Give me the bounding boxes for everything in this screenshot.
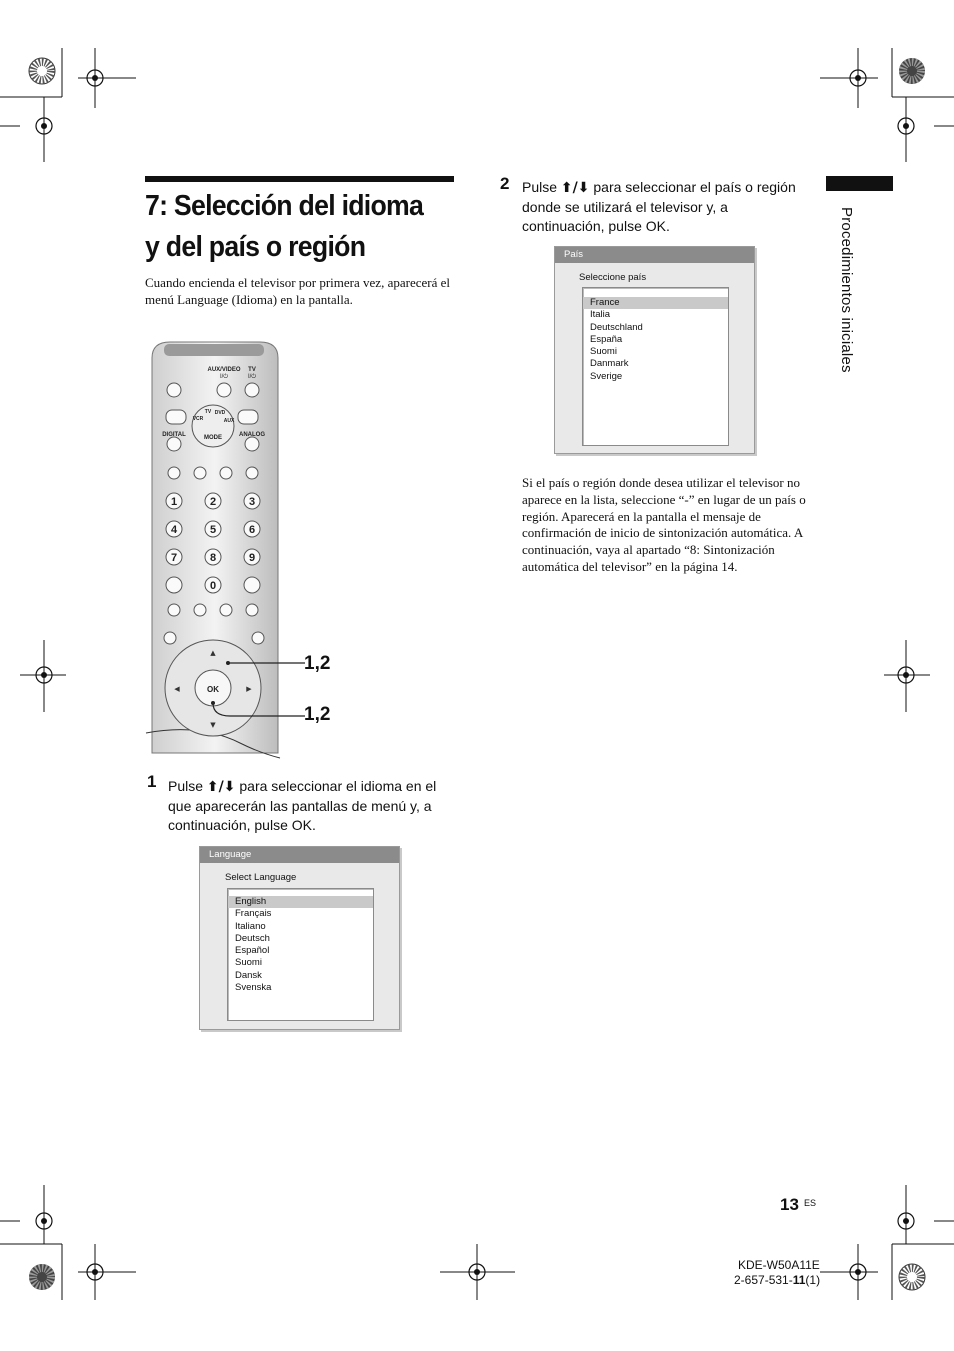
language-option-english[interactable]: English: [228, 896, 373, 908]
remote-key-7: 7: [170, 552, 178, 564]
page-title: [145, 186, 439, 268]
remote-key-3: 3: [248, 496, 256, 508]
country-menu: [554, 246, 755, 454]
step-1-number: 1: [147, 772, 157, 791]
remote-mode-label: MODE: [204, 435, 222, 441]
language-menu: [199, 846, 400, 1030]
language-option-deutsch[interactable]: Deutsch: [235, 932, 270, 944]
country-option-suomi[interactable]: Suomi: [590, 346, 617, 358]
footer-code-pre: 2-657-531-: [734, 1273, 793, 1287]
step-1-post: para seleccionar el idioma en el que aparecerán las pantallas de menú y, a continuación, pulse OK.: [168, 778, 437, 833]
section-tab-label: Procedimientos iniciales: [838, 207, 855, 373]
language-option-svenska[interactable]: Svenska: [235, 982, 272, 994]
section-tab: [826, 176, 893, 191]
country-note-paragraph: Si el país o región donde desea utilizar el televisor no aparece en la lista, seleccione “-” en lugar de un país o región. Aparecerá en la pantalla el mensaje de confirmación de inicio de sintonización automática. A continuación, vaya al apartado “8: Sintonización automática del televisor” en la página 14.: [522, 475, 806, 574]
country-option-deutschland[interactable]: Deutschland: [590, 321, 643, 333]
language-menu-header: Language: [200, 847, 399, 863]
country-option-espana[interactable]: España: [590, 333, 623, 345]
remote-mode-vcr: VCR: [192, 416, 204, 422]
country-option-france[interactable]: France: [583, 297, 728, 309]
remote-key-4: 4: [170, 524, 178, 536]
remote-mode-aux: AUX: [223, 418, 235, 424]
remote-aux-power-label: I/⏻: [219, 374, 229, 380]
remote-digital-label: DIGITAL: [162, 432, 186, 438]
language-option-suomi[interactable]: Suomi: [235, 957, 262, 969]
remote-right-arrow-icon: ▶: [246, 685, 252, 693]
remote-key-9: 9: [248, 552, 256, 564]
remote-up-arrow-icon: ▲: [210, 649, 216, 657]
remote-left-arrow-icon: ◀: [174, 685, 180, 693]
title-rule: [145, 176, 454, 182]
footer-model: KDE-W50A11E: [738, 1258, 820, 1272]
page-language-code: ES: [804, 1198, 817, 1208]
remote-mode-dvd: DVD: [214, 410, 226, 416]
intro-paragraph: Cuando encienda el televisor por primera vez, aparecerá el menú Language (Idioma) en la pantalla.: [145, 275, 450, 307]
remote-key-0: 0: [209, 580, 217, 592]
remote-key-5: 5: [209, 524, 217, 536]
remote-tv-power-label: I/⏻: [247, 374, 257, 380]
step-2-post: para seleccionar el país o región donde se utilizará el televisor y, a continuación, pulse OK.: [522, 179, 796, 234]
remote-key-1: 1: [170, 496, 178, 508]
country-list: [582, 287, 729, 446]
footer-code-bold: 11: [792, 1273, 806, 1287]
step-2-text: [522, 178, 812, 236]
footer-code: [734, 1273, 820, 1287]
language-menu-subtitle: Select Language: [225, 872, 297, 883]
country-option-italia[interactable]: Italia: [590, 309, 611, 321]
step-2-number: 2: [500, 174, 510, 193]
language-option-francais[interactable]: Français: [235, 908, 272, 920]
remote-key-6: 6: [248, 524, 256, 536]
footer-code-post: (1): [805, 1273, 821, 1287]
country-option-danmark[interactable]: Danmark: [590, 358, 629, 370]
page-title-line1: 7: Selección del idioma: [145, 190, 424, 222]
language-list: [227, 888, 374, 1021]
callout-label-down: 1,2: [304, 704, 331, 725]
step-2-pre: Pulse: [522, 179, 561, 195]
country-menu-subtitle: Seleccione país: [579, 272, 647, 283]
up-down-arrows-icon: ⬆/⬇: [560, 180, 590, 196]
country-menu-header: País: [555, 247, 754, 263]
step-1-text: [168, 777, 460, 835]
page-title-line2: y del país o región: [145, 231, 366, 263]
country-option-sverige[interactable]: Sverige: [590, 370, 623, 382]
remote-mode-tv: TV: [204, 409, 212, 415]
remote-key-8: 8: [209, 552, 217, 564]
up-down-arrows-icon: ⬆/⬇: [206, 779, 236, 795]
language-option-espanol[interactable]: Español: [235, 945, 270, 957]
language-option-dansk[interactable]: Dansk: [235, 969, 262, 981]
remote-down-arrow-icon: ▼: [210, 721, 216, 729]
remote-key-2: 2: [209, 496, 217, 508]
callout-label-up: 1,2: [304, 653, 331, 674]
remote-analog-label: ANALOG: [239, 432, 265, 438]
language-option-italiano[interactable]: Italiano: [235, 920, 266, 932]
remote-aux-label: AUX/VIDEO: [207, 367, 241, 373]
step-1-pre: Pulse: [168, 778, 207, 794]
remote-tv-label: TV: [248, 367, 256, 373]
page-number: 13: [780, 1195, 799, 1214]
remote-ok-label: OK: [207, 685, 219, 694]
